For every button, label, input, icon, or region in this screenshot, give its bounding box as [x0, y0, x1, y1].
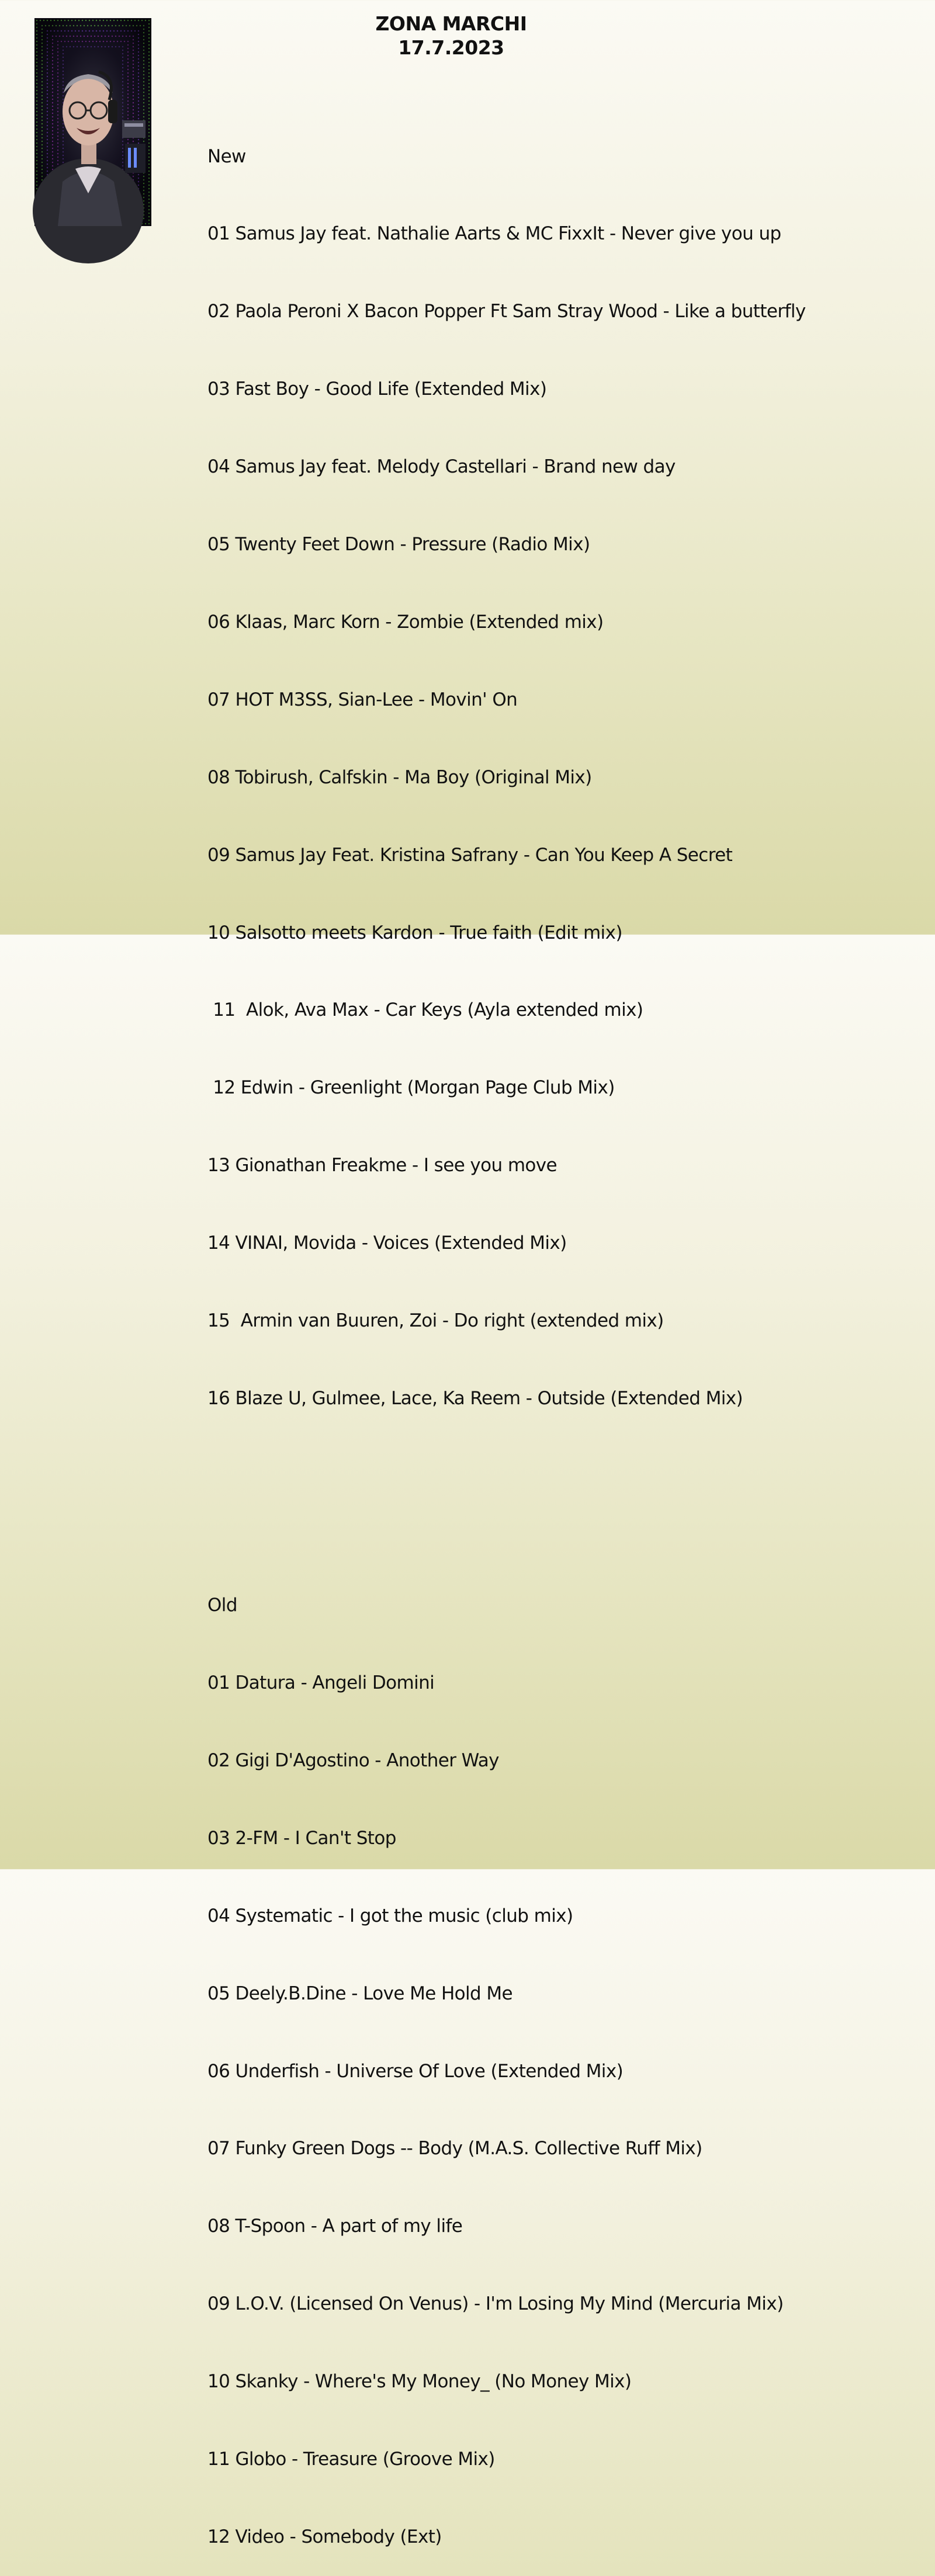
section-title-old: Old — [207, 1595, 237, 1616]
track-item: 12 Video - Somebody (Ext) — [207, 2526, 442, 2547]
track-item: 05 Deely.B.Dine - Love Me Hold Me — [207, 1983, 513, 2004]
track-item: 01 Samus Jay feat. Nathalie Aarts & MC FixxIt - Never give you up — [207, 223, 781, 245]
playlist — [207, 92, 909, 2576]
track-item: 11 Alok, Ava Max - Car Keys (Ayla extended mix) — [207, 999, 643, 1021]
studio-equipment — [122, 120, 146, 173]
track-item: 16 Blaze U, Gulmee, Lace, Ka Reem - Outside (Extended Mix) — [207, 1387, 743, 1409]
page-title: ZONA MARCHI — [375, 12, 527, 35]
track-item: 04 Systematic - I got the music (club mix) — [207, 1905, 573, 1926]
track-item: 05 Twenty Feet Down - Pressure (Radio Mix) — [207, 534, 590, 556]
track-item: 13 Gionathan Freakme - I see you move — [207, 1155, 557, 1176]
section-title-new: New — [207, 145, 246, 167]
track-item: 07 HOT M3SS, Sian-Lee - Movin' On — [207, 689, 518, 710]
track-item: 15 Armin van Buuren, Zoi - Do right (extended mix) — [207, 1310, 664, 1331]
track-item: 02 Gigi D'Agostino - Another Way — [207, 1750, 499, 1771]
track-item: 06 Underfish - Universe Of Love (Extended Mix) — [207, 2060, 624, 2082]
track-item: 09 Samus Jay Feat. Kristina Safrany - Can You Keep A Secret — [207, 844, 733, 866]
track-item: 07 Funky Green Dogs -- Body (M.A.S. Collective Ruff Mix) — [207, 2138, 702, 2160]
track-item: 06 Klaas, Marc Korn - Zombie (Extended mix) — [207, 611, 604, 633]
track-item: 04 Samus Jay feat. Melody Castellari - Brand new day — [207, 456, 676, 478]
section-spacer — [207, 1489, 909, 1515]
track-item: 02 Paola Peroni X Bacon Popper Ft Sam Stray Wood - Like a butterfly — [207, 301, 806, 322]
track-item: 10 Skanky - Where's My Money_ (No Money Mix) — [207, 2371, 632, 2393]
track-item: 08 Tobirush, Calfskin - Ma Boy (Original Mix) — [207, 766, 592, 788]
track-item: 03 2-FM - I Can't Stop — [207, 1827, 396, 1849]
track-item: 09 L.O.V. (Licensed On Venus) - I'm Losing My Mind (Mercuria Mix) — [207, 2293, 784, 2315]
track-item: 14 VINAI, Movida - Voices (Extended Mix) — [207, 1233, 567, 1254]
track-item: 10 Salsotto meets Kardon - True faith (Edit mix) — [207, 922, 622, 943]
track-item: 12 Edwin - Greenlight (Morgan Page Club Mix) — [207, 1077, 615, 1099]
track-item: 01 Datura - Angeli Domini — [207, 1672, 435, 1694]
track-item: 08 T-Spoon - A part of my life — [207, 2216, 463, 2237]
track-item: 03 Fast Boy - Good Life (Extended Mix) — [207, 379, 547, 400]
page-date: 17.7.2023 — [398, 36, 504, 59]
track-item: 11 Globo - Treasure (Groove Mix) — [207, 2449, 495, 2470]
